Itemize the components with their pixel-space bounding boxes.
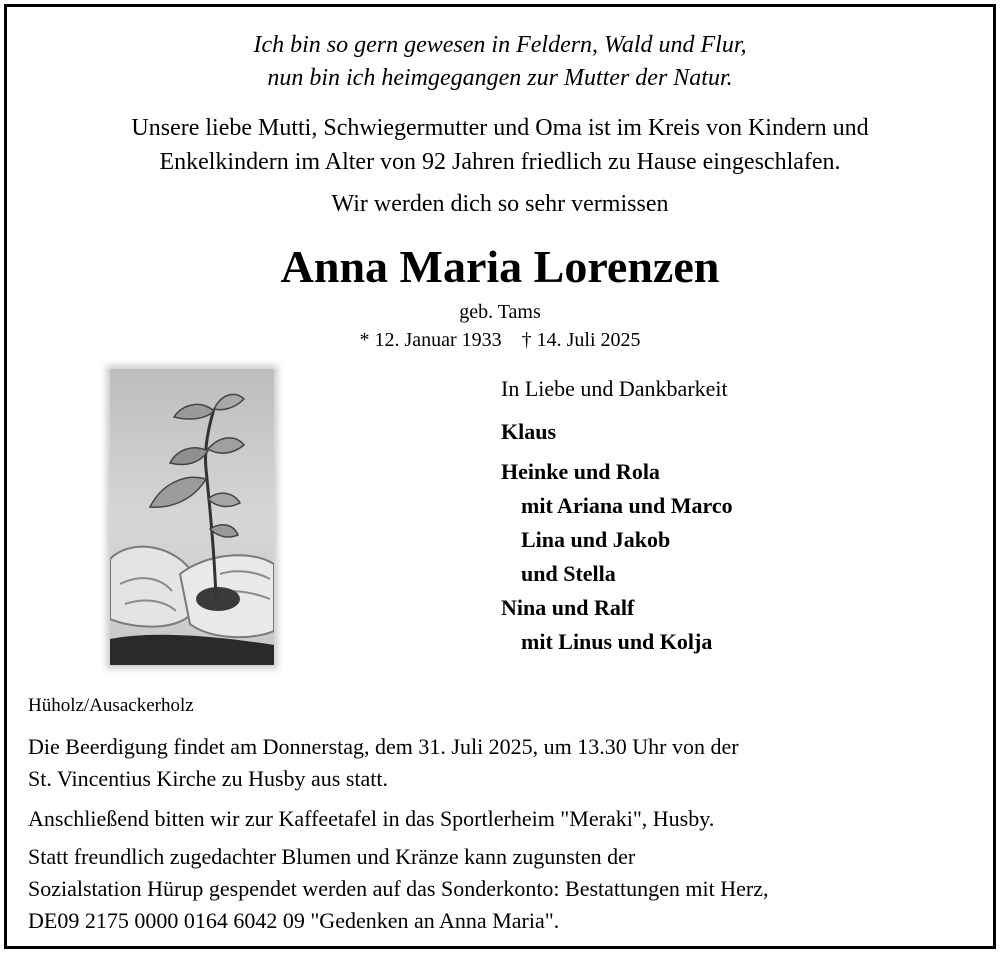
poem-line-1: Ich bin so gern gewesen in Feldern, Wald und Flur, [253, 32, 747, 58]
coffee-info: Anschließend bitten wir zur Kaffeetafel in das Sportlerheim "Meraki", Husby. [28, 806, 715, 831]
donation-info [28, 841, 769, 937]
family-member: Lina und Jakob [521, 527, 671, 552]
family-list [501, 373, 733, 659]
donation-line-1: Statt freundlich zugedachter Blumen und Kränze kann zugunsten der [28, 844, 636, 869]
life-dates [7, 327, 993, 353]
death-date: † 14. Juli 2025 [521, 329, 641, 351]
donation-line-2: Sozialstation Hürup gespendet werden auf das Sonderkonto: Bestattungen mit Herz, [28, 876, 769, 901]
family-member: mit Ariana und Marco [521, 493, 733, 518]
birth-date: * 12. Januar 1933 [359, 329, 502, 351]
intro-line-2: Enkelkindern im Alter von 92 Jahren friedlich zu Hause eingeschlafen. [159, 149, 841, 175]
family-member: Klaus [501, 419, 557, 444]
place-name: Hüholz/Ausackerholz [28, 695, 194, 716]
family-member: Heinke und Rola [501, 459, 660, 484]
family-member: mit Linus und Kolja [521, 629, 713, 654]
seedling-drawing [110, 369, 274, 665]
funeral-line-2: St. Vincentius Kirche zu Husby aus statt. [28, 766, 389, 791]
donation-line-3: DE09 2175 0000 0164 6042 09 "Gedenken an Anna Maria". [28, 908, 560, 933]
intro-line-1: Unsere liebe Mutti, Schwiegermutter und Oma ist im Kreis von Kindern und [131, 115, 869, 141]
family-intro: In Liebe und Dankbarkeit [501, 376, 728, 401]
family-member: Nina und Ralf [501, 595, 635, 620]
obituary-frame [4, 4, 996, 949]
birth-name: geb. Tams [459, 301, 541, 323]
deceased-name: Anna Maria Lorenzen [280, 241, 720, 292]
poem-line-2: nun bin ich heimgegangen zur Mutter der Natur. [267, 65, 733, 91]
seedling-in-hands-icon [110, 369, 274, 665]
funeral-info [28, 731, 739, 795]
intro-text [7, 111, 993, 179]
family-member: und Stella [521, 561, 616, 586]
funeral-line-1: Die Beerdigung findet am Donnerstag, dem 31. Juli 2025, um 13.30 Uhr von der [28, 734, 739, 759]
miss-text: Wir werden dich so sehr vermissen [331, 191, 669, 217]
poem [7, 29, 993, 95]
